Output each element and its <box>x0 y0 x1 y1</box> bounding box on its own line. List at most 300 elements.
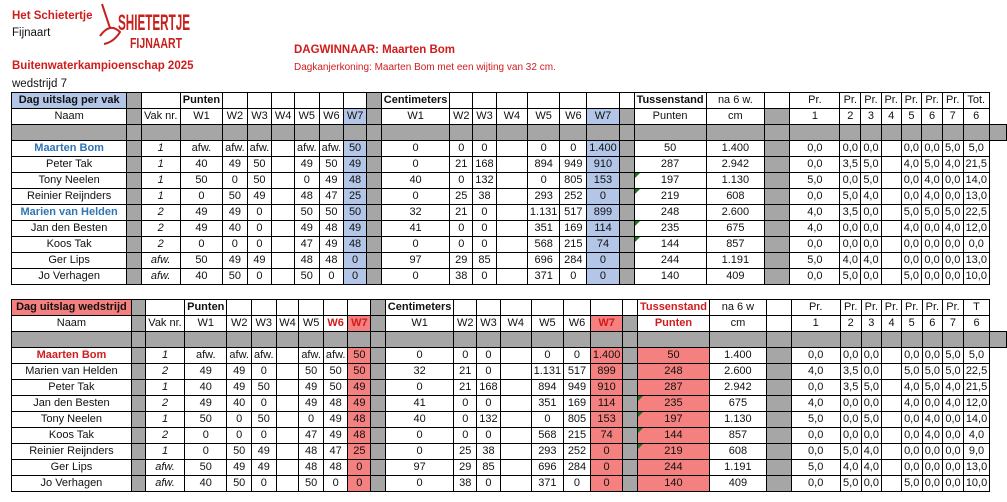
cm-week: 0 <box>385 476 454 492</box>
points-week: 47 <box>295 237 320 253</box>
separator-cell <box>963 125 989 141</box>
points-week: 50 <box>180 173 222 189</box>
separator-cell <box>634 125 706 141</box>
points-week: 48 <box>348 428 371 444</box>
spacer-cell <box>619 173 634 189</box>
spacer-cell <box>131 316 145 332</box>
cm-week: 371 <box>531 476 564 492</box>
separator-cell <box>881 125 901 141</box>
blank-cell <box>348 300 371 316</box>
separator-cell <box>366 125 381 141</box>
prize-week: 0,0 <box>943 428 964 444</box>
spacer-cell <box>371 396 386 412</box>
group-tussenstand: Tussenstand <box>637 300 709 316</box>
col-punten-week: W6 <box>323 316 348 332</box>
section-number: afw. <box>145 460 184 476</box>
points-week: 49 <box>223 253 248 269</box>
prize-week <box>881 157 901 173</box>
tussenstand-points: 244 <box>634 253 706 269</box>
cm-week <box>500 428 531 444</box>
spacer-cell <box>766 316 791 332</box>
pr-label: Pr. <box>922 93 943 109</box>
prize-total: 10,0 <box>963 269 989 285</box>
points-week: 0 <box>247 237 272 253</box>
separator-cell <box>323 332 348 348</box>
separator-cell <box>185 332 227 348</box>
spacer-cell <box>766 396 791 412</box>
section-number: 2 <box>145 396 184 412</box>
tussenstand-points: 219 <box>634 189 706 205</box>
prize-week: 4,0 <box>901 396 922 412</box>
prize-week: 0,0 <box>861 237 882 253</box>
separator-cell <box>319 125 344 141</box>
cm-week: 153 <box>587 173 620 189</box>
blank-cell <box>531 300 564 316</box>
tussenstand-cm: 2.600 <box>709 364 766 380</box>
pr-number: 6 <box>922 316 943 332</box>
separator-cell <box>531 332 564 348</box>
points-week <box>272 253 295 269</box>
cm-week: 1.131 <box>527 205 560 221</box>
points-week: 49 <box>185 396 227 412</box>
points-week: 0 <box>348 476 371 492</box>
cm-week: 1.400 <box>587 141 620 157</box>
points-week: 49 <box>348 396 371 412</box>
prize-week <box>881 253 901 269</box>
blank-cell <box>623 300 638 316</box>
col-punten-week: W3 <box>247 109 272 125</box>
points-week: afw. <box>180 141 222 157</box>
cm-week: 0 <box>450 221 473 237</box>
points-week: 50 <box>223 269 248 285</box>
spacer-cell <box>131 348 145 364</box>
prize-week: 0,0 <box>943 460 964 476</box>
blank-cell <box>272 93 295 109</box>
cm-week: 0 <box>560 269 587 285</box>
separator-row <box>12 125 1007 141</box>
prize-week: 0,0 <box>790 189 840 205</box>
blank-cell <box>766 300 791 316</box>
cm-week: 41 <box>385 396 454 412</box>
spacer-cell <box>619 205 634 221</box>
separator-cell <box>127 125 141 141</box>
pr-label: T <box>963 300 989 316</box>
table-row <box>12 380 1007 396</box>
tussenstand-points: 144 <box>637 428 709 444</box>
table-row <box>12 476 1007 492</box>
pr-number: 2 <box>840 109 861 125</box>
cm-week: 696 <box>527 253 560 269</box>
cm-week: 21 <box>454 364 477 380</box>
tussenstand-points: 140 <box>634 269 706 285</box>
points-week: 49 <box>319 237 344 253</box>
separator-cell <box>348 332 371 348</box>
prize-week: 0,0 <box>861 396 882 412</box>
separator-cell <box>989 125 1006 141</box>
points-week <box>276 348 299 364</box>
points-week: 0 <box>185 428 227 444</box>
tussenstand-cm: 608 <box>706 189 765 205</box>
separator-cell <box>344 125 367 141</box>
spacer-cell <box>127 269 141 285</box>
table-row <box>12 221 1007 237</box>
spacer-cell <box>766 412 791 428</box>
separator-cell <box>766 332 791 348</box>
cm-week: 0 <box>381 269 450 285</box>
spacer-cell <box>766 380 791 396</box>
cm-week: 252 <box>564 444 591 460</box>
points-week: 0 <box>299 412 324 428</box>
prize-week <box>882 380 902 396</box>
spacer-cell <box>366 221 381 237</box>
prize-week: 0,0 <box>791 476 840 492</box>
points-week: 49 <box>251 444 276 460</box>
participant-name: Koos Tak <box>12 428 132 444</box>
tussenstand-cm: 2.942 <box>706 157 765 173</box>
spacer-cell <box>366 93 381 109</box>
spacer-cell <box>127 157 141 173</box>
section-number: afw. <box>145 476 184 492</box>
cm-week: 0 <box>473 205 497 221</box>
tussenstand-cm: 1.400 <box>709 348 766 364</box>
points-week: 49 <box>227 380 252 396</box>
cm-week <box>496 157 527 173</box>
prize-total: 0,0 <box>963 237 989 253</box>
separator-cell <box>527 125 560 141</box>
championship-title: Buitenwaterkampioenschap 2025 <box>12 60 194 72</box>
cm-week <box>500 396 531 412</box>
cm-week <box>500 444 531 460</box>
section-number: 2 <box>141 237 180 253</box>
col-cm-week: W7 <box>590 316 623 332</box>
prize-week: 0,0 <box>790 237 840 253</box>
pr-number: 5 <box>901 109 922 125</box>
cm-week: 910 <box>590 380 623 396</box>
separator-cell <box>450 125 473 141</box>
tussenstand-cm: 1.400 <box>706 141 765 157</box>
separator-cell <box>500 332 531 348</box>
separator-cell <box>791 332 840 348</box>
points-week: 50 <box>180 253 222 269</box>
prize-week: 4,0 <box>942 157 963 173</box>
points-week: 48 <box>299 460 324 476</box>
cm-week: 38 <box>450 269 473 285</box>
cm-week: 696 <box>531 460 564 476</box>
prize-week: 0,0 <box>943 476 964 492</box>
points-week: 50 <box>348 364 371 380</box>
prize-week: 0,0 <box>922 141 943 157</box>
prize-week: 0,0 <box>942 253 963 269</box>
cm-week: 805 <box>564 412 591 428</box>
cm-week: 0 <box>477 476 501 492</box>
cm-week: 38 <box>473 189 497 205</box>
table-row <box>12 141 1007 157</box>
col-punten-week: W7 <box>348 316 371 332</box>
prize-week: 5,0 <box>840 476 861 492</box>
cm-week: 293 <box>527 189 560 205</box>
col-cm-week: W2 <box>450 109 473 125</box>
spacer-cell <box>131 396 145 412</box>
spacer-cell <box>131 300 145 316</box>
participant-name: Maarten Bom <box>12 141 127 157</box>
blank-cell <box>145 300 184 316</box>
points-week <box>276 444 299 460</box>
spacer-cell <box>765 205 790 221</box>
pr-label: Pr. <box>901 300 922 316</box>
points-week: 0 <box>227 412 252 428</box>
cm-week: 351 <box>527 221 560 237</box>
cm-week: 21 <box>450 157 473 173</box>
spacer-cell <box>371 348 386 364</box>
prize-week: 0,0 <box>901 237 922 253</box>
tussenstand-cm: 608 <box>709 444 766 460</box>
separator-cell <box>922 332 943 348</box>
pr-number: 7 <box>942 109 963 125</box>
prize-week: 0,0 <box>861 348 882 364</box>
prize-week: 4,0 <box>942 221 963 237</box>
prize-week: 0,0 <box>840 396 861 412</box>
prize-week: 4,0 <box>943 380 964 396</box>
prize-week: 3,5 <box>840 205 861 221</box>
spacer-cell <box>131 444 145 460</box>
pr-number: 4 <box>881 109 901 125</box>
points-week: 49 <box>299 396 324 412</box>
pr-label: Pr. <box>840 93 861 109</box>
points-week: 40 <box>180 157 222 173</box>
spacer-cell <box>765 253 790 269</box>
section-number: 1 <box>145 444 184 460</box>
tussenstand-cm: 857 <box>706 237 765 253</box>
cm-week: 114 <box>587 221 620 237</box>
spacer-cell <box>127 173 141 189</box>
cm-week: 41 <box>381 221 450 237</box>
points-week: 47 <box>299 428 324 444</box>
tussenstand-points: 248 <box>637 364 709 380</box>
col-punten-week: W2 <box>227 316 252 332</box>
blank-cell <box>276 300 299 316</box>
points-week <box>276 412 299 428</box>
cm-week: 0 <box>473 269 497 285</box>
tussenstand-points: 248 <box>634 205 706 221</box>
prize-week: 0,0 <box>840 348 861 364</box>
cm-week: 0 <box>477 428 501 444</box>
blank-cell <box>251 300 276 316</box>
prize-week: 5,0 <box>840 269 861 285</box>
points-week: afw. <box>185 348 227 364</box>
cm-week <box>496 173 527 189</box>
pr-label: Pr. <box>922 300 943 316</box>
col-naam: Naam <box>12 109 127 125</box>
separator-cell <box>454 332 477 348</box>
cm-week: 0 <box>450 237 473 253</box>
prize-week: 0,0 <box>901 173 922 189</box>
prize-week: 5,0 <box>791 460 840 476</box>
prize-week: 3,5 <box>840 364 861 380</box>
prize-week <box>882 444 902 460</box>
col-cm-week: W2 <box>454 316 477 332</box>
col-tussen-cm: cm <box>709 316 766 332</box>
spacer-cell <box>766 364 791 380</box>
cm-week: 0 <box>531 348 564 364</box>
prize-total: 5,0 <box>963 141 989 157</box>
spacer-cell <box>623 460 638 476</box>
cm-week: 97 <box>381 253 450 269</box>
separator-cell <box>227 332 252 348</box>
spacer-cell <box>619 221 634 237</box>
spacer-cell <box>371 460 386 476</box>
points-week: 0 <box>251 396 276 412</box>
club-town: Fijnaart <box>12 27 51 39</box>
prize-total: 14,0 <box>963 173 989 189</box>
separator-cell <box>901 332 922 348</box>
points-week: 50 <box>185 460 227 476</box>
section-number: 1 <box>141 141 180 157</box>
table-row <box>12 253 1007 269</box>
spacer-cell <box>366 173 381 189</box>
blank-cell <box>473 93 497 109</box>
separator-cell <box>496 125 527 141</box>
points-week: 49 <box>185 364 227 380</box>
prize-week <box>881 189 901 205</box>
prize-week: 0,0 <box>861 269 882 285</box>
pr-number: 3 <box>861 109 882 125</box>
prize-week: 5,0 <box>942 141 963 157</box>
tussenstand-cm: 675 <box>706 221 765 237</box>
col-punten-week: W7 <box>344 109 367 125</box>
points-week: 47 <box>319 189 344 205</box>
cm-week: 0 <box>450 141 473 157</box>
pr-number: 3 <box>861 316 882 332</box>
spacer-cell <box>127 93 141 109</box>
cm-week <box>500 476 531 492</box>
column-header-row <box>12 109 1007 125</box>
prize-week: 5,0 <box>901 269 922 285</box>
separator-cell <box>247 125 272 141</box>
separator-cell <box>477 332 501 348</box>
spacer-cell <box>371 364 386 380</box>
spacer-cell <box>371 300 386 316</box>
points-week: 40 <box>223 221 248 237</box>
spacer-cell <box>619 237 634 253</box>
prize-week: 4,0 <box>861 189 882 205</box>
tussenstand-points: 197 <box>637 412 709 428</box>
prize-week: 0,0 <box>791 428 840 444</box>
prize-week <box>882 348 902 364</box>
round-label: wedstrijd 7 <box>12 78 67 90</box>
separator-cell <box>706 125 765 141</box>
col-vak: Vak nr. <box>145 316 184 332</box>
cm-week: 0 <box>381 189 450 205</box>
separator-cell <box>295 125 320 141</box>
group-centimeters: Centimeters <box>381 93 450 109</box>
tussenstand-points: 235 <box>637 396 709 412</box>
cm-week <box>496 205 527 221</box>
cm-week: 0 <box>454 396 477 412</box>
tussenstand-cm: 2.600 <box>706 205 765 221</box>
pr-label: Pr. <box>791 300 840 316</box>
spacer-cell <box>127 189 141 205</box>
prize-week: 0,0 <box>942 173 963 189</box>
points-week: 48 <box>344 237 367 253</box>
separator-cell <box>709 332 766 348</box>
spacer-cell <box>765 173 790 189</box>
table-row <box>12 173 1007 189</box>
prize-week: 0,0 <box>922 460 943 476</box>
points-week: 49 <box>247 253 272 269</box>
prize-week <box>882 428 902 444</box>
separator-row <box>12 332 1007 348</box>
section-number: 2 <box>145 364 184 380</box>
spacer-cell <box>366 237 381 253</box>
blank-cell <box>141 93 180 109</box>
col-punten-week: W1 <box>180 109 222 125</box>
table-row <box>12 396 1007 412</box>
points-week: 0 <box>223 173 248 189</box>
blank-cell <box>765 93 790 109</box>
col-tussen-cm: cm <box>706 109 765 125</box>
cm-week: 0 <box>564 476 591 492</box>
points-week: 0 <box>223 237 248 253</box>
participant-name: Jan den Besten <box>12 396 132 412</box>
participant-name: Koos Tak <box>12 237 127 253</box>
prize-week: 4,0 <box>922 412 943 428</box>
prize-week: 5,0 <box>861 412 882 428</box>
points-week: 49 <box>319 173 344 189</box>
spacer-cell <box>623 316 638 332</box>
cm-week: 0 <box>527 141 560 157</box>
points-week: afw. <box>295 141 320 157</box>
points-week: 0 <box>247 221 272 237</box>
spacer-cell <box>623 412 638 428</box>
spacer-cell <box>127 109 141 125</box>
spacer-cell <box>623 428 638 444</box>
group-header-row <box>12 93 1007 109</box>
tussenstand-cm: 1.130 <box>709 412 766 428</box>
col-cm-week: W4 <box>496 109 527 125</box>
col-punten-week: W4 <box>276 316 299 332</box>
points-week: 50 <box>299 476 324 492</box>
separator-cell <box>223 125 248 141</box>
cm-week <box>500 380 531 396</box>
cm-week: 0 <box>381 237 450 253</box>
separator-cell <box>371 332 386 348</box>
prize-week: 0,0 <box>790 141 840 157</box>
spacer-cell <box>127 237 141 253</box>
participant-name: Marien van Helden <box>12 364 132 380</box>
prize-week: 0,0 <box>791 348 840 364</box>
points-week: 25 <box>348 444 371 460</box>
spacer-cell <box>131 364 145 380</box>
section-number: 1 <box>141 173 180 189</box>
col-punten-week: W3 <box>251 316 276 332</box>
separator-cell <box>901 125 922 141</box>
cm-week: 85 <box>473 253 497 269</box>
spacer-cell <box>765 157 790 173</box>
prize-week: 0,0 <box>922 237 943 253</box>
cm-week: 40 <box>381 173 450 189</box>
tussenstand-points: 50 <box>637 348 709 364</box>
cm-week: 949 <box>560 157 587 173</box>
section-number: 1 <box>145 380 184 396</box>
section-number: 2 <box>141 221 180 237</box>
cm-week: 29 <box>454 460 477 476</box>
points-week: afw. <box>319 141 344 157</box>
spacer-cell <box>619 253 634 269</box>
cm-week: 169 <box>560 221 587 237</box>
points-week <box>272 269 295 285</box>
prize-week: 0,0 <box>922 269 943 285</box>
pr-number: 2 <box>840 316 861 332</box>
